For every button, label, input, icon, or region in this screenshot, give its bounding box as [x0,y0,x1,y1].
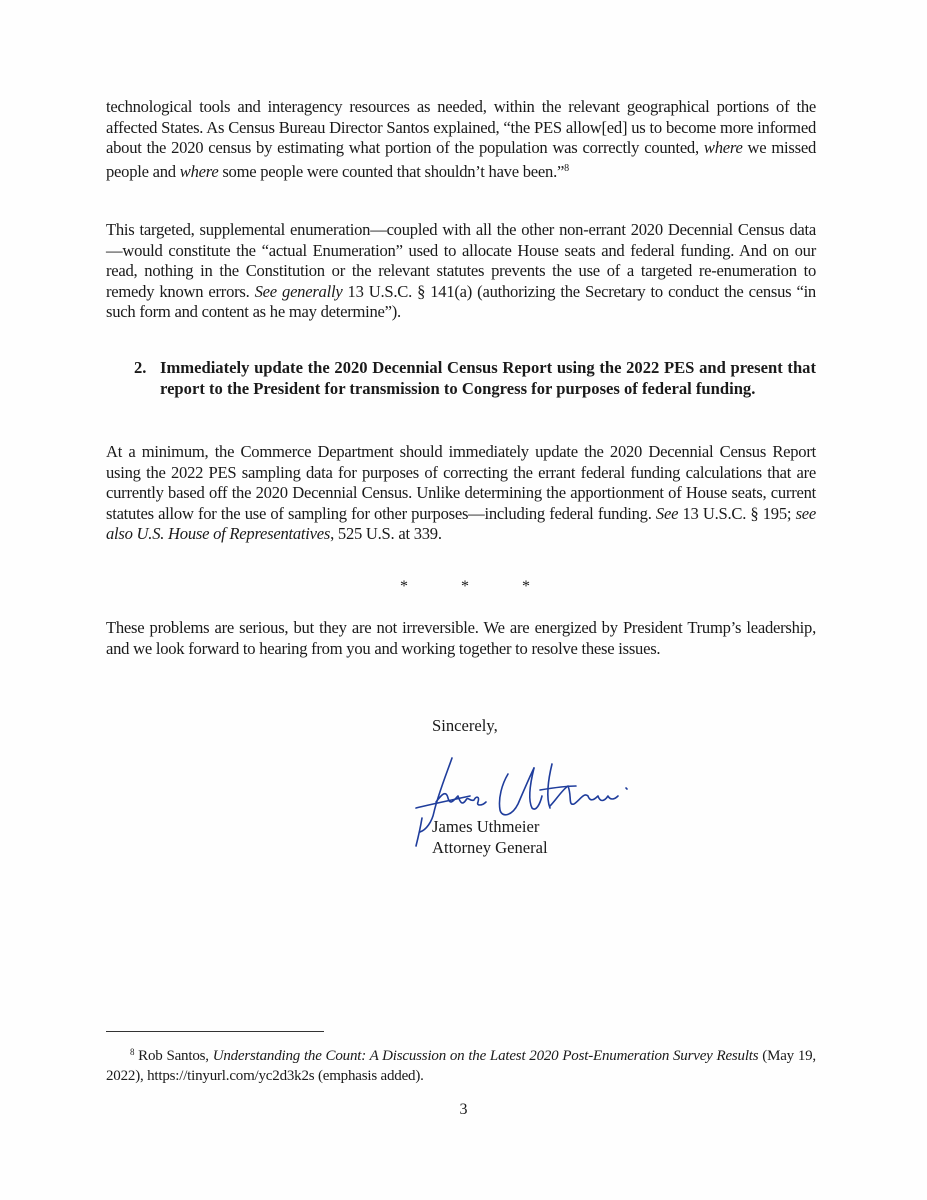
case-citation: see also U.S. House of Representatives [106,503,817,544]
recommendation-number: 2. [134,358,147,377]
source-title: Understanding the Count: A Discussion on the Latest 2020 Post-Enumeration Survey Results [212,1048,759,1064]
footnote-number: 8 [130,1047,135,1057]
asterisk: * [522,578,530,595]
paragraph-targeted-enumeration: This targeted, supplemental enumeration—coupled with all the other non-errant 2020 Decennial Census data—would constitute the “actual Enumeration” used to allocate House seats and federal funding. And on our read, nothing in the Constitution or the relevant statutes prevents the use of a targeted re-enumeration to remedy known errors. See generally 13 U.S.C. § 141(a) (authorizing the Secretary to conduct the census “in such form and content as he may determine”). [106,220,816,322]
emphasis: where [703,138,743,158]
citation-signal: See generally [254,281,343,301]
paragraph-commerce-department: At a minimum, the Commerce Department should immediately update the 2020 Decennial Census Report using the 2022 PES sampling data for purposes of correcting the errant federal funding calculations that are currently based off the 2020 Decennial Census. Unlike determining the apportionment of House seats, current statutes allow for the use of sampling for other purposes—including federal funding. See 13 U.S.C. § 195; see also U.S. House of Representatives, 525 U.S. at 339. [106,442,817,544]
footnote-reference[interactable]: 8 [564,162,569,174]
footnote-8: $^8$ Rob Santos, Understanding the Count: A Discussion on the Latest 2020 Post-Enumeration Survey Results (May 19, 2022), https://tinyurl.com/yc2d3k2s (emphasis added). [106,1047,816,1084]
asterisk: * [400,578,408,595]
signer-title: Attorney General [432,837,548,857]
signer-name: James Uthmeier [432,817,540,836]
recommendation-heading [134,358,816,399]
page-number: 3 [459,1101,468,1118]
asterisk: * [461,578,469,595]
emphasis: where [179,161,219,181]
source-details: (May 19, 2022), https://tinyurl.com/yc2d3k2s (emphasis added). [106,1048,816,1084]
recommendation-text: Immediately update the 2020 Decennial Census Report using the 2022 PES and present that report to the President for transmission to Congress for purposes of federal funding. [160,358,816,398]
footnote-divider [106,1031,324,1032]
closing-salutation: Sincerely, [432,716,498,735]
citation-signal: See [655,503,679,523]
paragraph-pes-explanation: technological tools and interagency resources as needed, within the relevant geographical portions of the affected States. As Census Bureau Director Santos explained, “the PES allow[ed] us to become more informed about the 2020 census by estimating what portion of the population was correctly counted, where we missed people and where some people were counted that shouldn’t have been.”$^8$ [106,97,816,181]
section-separator [400,578,530,596]
signature-block [432,817,548,858]
paragraph-conclusion: These problems are serious, but they are not irreversible. We are energized by President Trump’s leadership, and we look forward to hearing from you and working together to resolve these issues. [106,618,816,658]
